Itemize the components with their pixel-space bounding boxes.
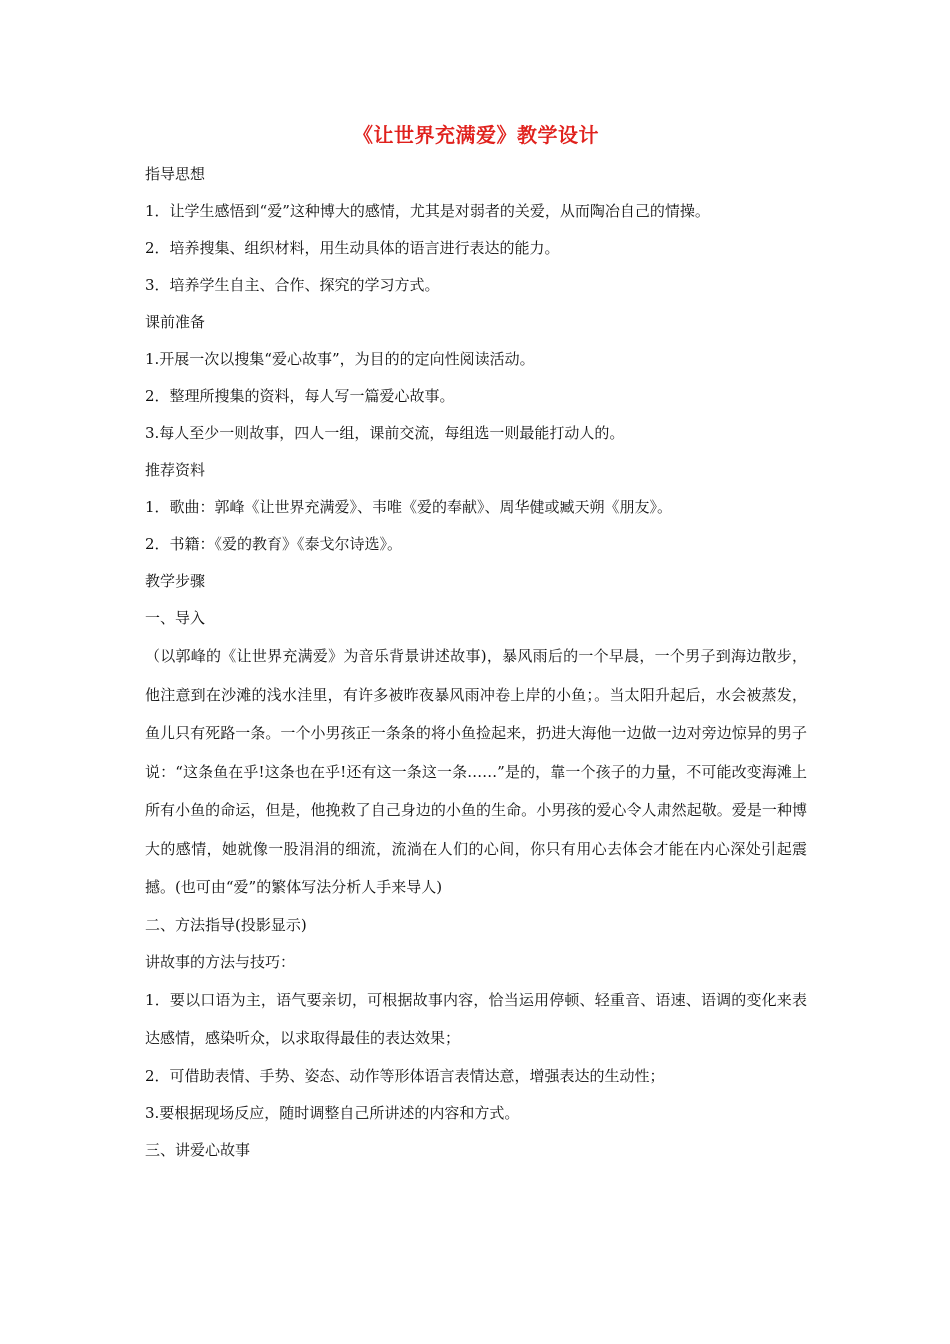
- preparation-item-2: 2．整理所搜集的资料，每人写一篇爱心故事。: [145, 387, 455, 405]
- preparation-item-3: 3.每人至少一则故事，四人一组，课前交流，每组选一则最能打动人的。: [145, 424, 625, 442]
- method-subheading: 讲故事的方法与技巧：: [145, 952, 296, 971]
- section-heading-guiding: 指导思想: [145, 165, 206, 183]
- method-heading: 二、方法指导(投影显示): [145, 915, 307, 934]
- resources-item-2: 2．书籍：《爱的教育》《泰戈尔诗选》。: [145, 535, 403, 553]
- resources-item-1: 1．歌曲：郭峰《让世界充满爱》、韦唯《爱的奉献》、周华健或臧天朔《朋友》。: [145, 498, 673, 516]
- guiding-item-2: 2．培养搜集、组织材料，用生动具体的语言进行表达的能力。: [145, 239, 560, 257]
- section-heading-preparation: 课前准备: [145, 313, 206, 331]
- document-body: [145, 118, 807, 1169]
- method-item-2: 2．可借助表情、手势、姿态、动作等形体语言表情达意，增强表达的生动性；: [145, 1066, 665, 1085]
- guiding-item-3: 3．培养学生自主、合作、探究的学习方式。: [145, 276, 440, 294]
- intro-heading: 一、导入: [145, 609, 206, 627]
- method-item-1: 1．要以口语为主，语气要亲切，可根据故事内容，恰当运用停顿、轻重音、语速、语调的变化来表达感情，感染听众，以求取得最佳的表达效果；: [145, 990, 807, 1047]
- section-heading-steps: 教学步骤: [145, 572, 206, 590]
- document-title: 《让世界充满爱》教学设计: [353, 123, 599, 147]
- guiding-item-1: 1．让学生感悟到“爱”这种博大的感情，尤其是对弱者的关爱，从而陶冶自己的情操。: [145, 202, 710, 220]
- preparation-item-1: 1.开展一次以搜集“爱心故事”，为目的的定向性阅读活动。: [145, 350, 535, 368]
- method-item-3: 3.要根据现场反应，随时调整自己所讲述的内容和方式。: [145, 1103, 520, 1122]
- intro-paragraph: （以郭峰的《让世界充满爱》为音乐背景讲述故事)，暴风雨后的一个早晨，一个男子到海边散步，他注意到在沙滩的浅水洼里，有许多被昨夜暴风雨冲卷上岸的小鱼；。当太阳升起后，水会被蒸发，鱼儿只有死路一条。一个小男孩正一条条的将小鱼捡起来，扔进大海他一边做一边对旁边惊异的男子说：“这条鱼在乎!这条也在乎!还有这一条这一条……”是的，靠一个孩子的力量，不可能改变海滩上所有小鱼的命运，但是，他挽救了自己身边的小鱼的生命。小男孩的爱心令人肃然起敬。爱是一种博大的感情，她就像一股涓涓的细流，流淌在人们的心间，你只有用心去体会才能在内心深处引起震撼。(也可由“爱”的繁体写法分析人手来导人): [145, 647, 807, 896]
- section-heading-resources: 推荐资料: [145, 461, 206, 479]
- story-heading: 三、讲爱心故事: [145, 1140, 251, 1159]
